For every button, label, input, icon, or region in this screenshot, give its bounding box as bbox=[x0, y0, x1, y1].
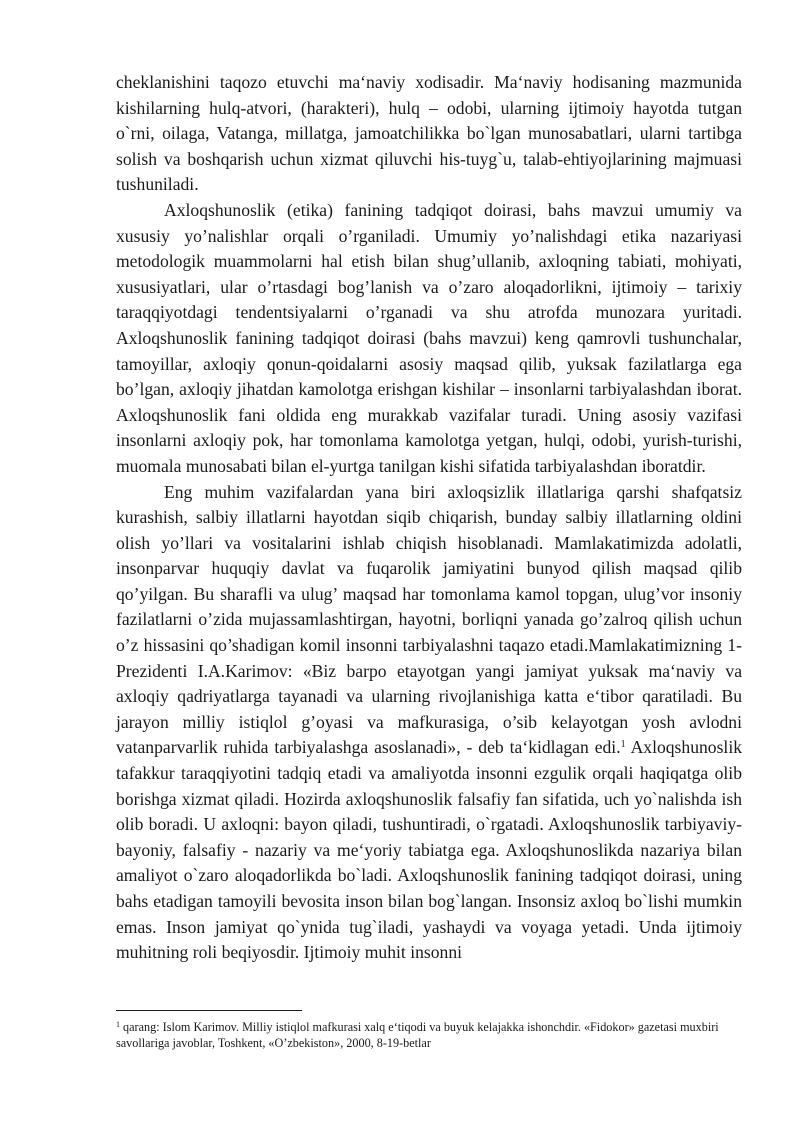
footnote-text: qarang: Islom Karimov. Milliy istiqlol mafkurasi xalq e‘tiqodi va buyuk kelajakka ishonchdir. «Fidokor» gazetasi muxbiri savollariga javoblar, Toshkent, «O’zbekiston», 2000, 8-19-betlar bbox=[116, 1020, 719, 1050]
footnote bbox=[116, 1019, 742, 1051]
paragraph-3 bbox=[116, 480, 742, 966]
paragraph-3-text-a: Eng muhim vazifalardan yana biri axloqsizlik illatlariga qarshi shafqatsiz kurashish, salbiy illatlarni hayotdan siqib chiqarish, bunday salbiy illatlarning oldini olish yo’llari va vositalarini ishlab chiqish hisoblanadi. Mamlakatimizda adolatli, insonparvar huquqiy davlat va fuqarolik jamiyatini bunyod qilish maqsad qilib qo’yilgan. Bu sharafli va ulug’ maqsad har tomonlama kamol topgan, ulug’vor insoniy fazilatlarni o’zida mujassamlashtirgan, hayotni, borliqni yanada go’zalroq qilish uchun o’z hissasini qo’shadigan komil insonni tarbiyalashni taqazo etadi.Mamlakatimizning 1-Prezidenti I.A.Karimov: «Biz barpo etayotgan yangi jamiyat yuksak ma‘naviy va axloqiy qadriyatlarga tayanadi va ularning rivojlanishiga katta e‘tibor qaratiladi. Bu jarayon milliy istiqlol g’oyasi va mafkurasiga, o’sib kelayotgan yosh avlodni vatanparvarlik ruhida tarbiyalashga asoslanadi», - deb ta‘kidlagan edi. bbox=[116, 481, 742, 758]
paragraph-2: Axloqshunoslik (etika) fanining tadqiqot doirasi, bahs mavzui umumiy va xususiy yo’nalishlar orqali o’rganiladi. Umumiy yo’nalishdagi etika nazariyasi metodologik muammolarni hal etish bilan shug’ullanib, axloqning tabiati, mohiyati, xususiyatlari, ular o’rtasdagi bog’lanish va o’zaro aloqadorlikni, ijtimoiy – tarixiy taraqqiyotdagi tendentsiyalarni o’rganadi va shu atrofda munozara yuritadi. Axloqshunoslik fanining tadqiqot doirasi (bahs mavzui) keng qamrovli tushunchalar, tamoyillar, axloqiy qonun-qoidalarni asosiy maqsad qilib, yuksak fazilatlarga ega bo’lgan, axloqiy jihatdan kamolotga erishgan kishilar – insonlarni tarbiyalashdan iborat. Axloqshunoslik fani oldida eng murakkab vazifalar turadi. Uning asosiy vazifasi insonlarni axloqiy pok, har tomonlama kamolotga yetgan, hulqi, odobi, yurish-turishi, muomala munosabati bilan el-yurtga tanilgan kishi sifatida tarbiyalashdan iboratdir. bbox=[116, 199, 742, 476]
footnote-reference[interactable]: 1 bbox=[620, 739, 626, 751]
paragraph-1: cheklanishini taqozo etuvchi ma‘naviy xodisadir. Ma‘naviy hodisaning mazmunida kishilarning hulq-atvori, (harakteri), hulq – odobi, ularning ijtimoiy hayotda tutgan o`rni, oilaga, Vatanga, millatga, jamoatchilikka bo`lgan munosabatlari, ularni tartibga solish va boshqarish uchun xizmat qiluvchi his-tuyg`u, talab-ehtiyojlarining majmuasi tushuniladi. bbox=[116, 72, 742, 195]
footnote-divider bbox=[116, 1010, 302, 1011]
footnote-mark: 1 bbox=[116, 1020, 120, 1029]
paragraph-3-text-b: Axloqshunoslik tafakkur taraqqiyotini tadqiq etadi va amaliyotda insonni ezgulik orqali haqiqatga olib borishga xizmat qiladi. Hozirda axloqshunoslik falsafiy fan sifatida, uch yo`nalishda ish olib boradi. U axloqni: bayon qiladi, tushuntiradi, o`rgatadi. Axloqshunoslik tarbiyaviy-bayoniy, falsafiy - nazariy va me‘yoriy tabiatga ega. Axloqshunoslikda nazariya bilan amaliyot o`zaro aloqadorlikda bo`ladi. Axloqshunoslik fanining tadqiqot doirasi, uning bahs etadigan tamoyili bevosita inson bilan bog`langan. Insonsiz axloq bo`lishi mumkin emas. Inson jamiyat qo`ynida tug`iladi, yashaydi va voyaga yetadi. Unda ijtimoiy muhitning roli beqiyosdir. Ijtimoiy muhit insonni bbox=[116, 737, 743, 963]
body-text bbox=[116, 70, 742, 966]
